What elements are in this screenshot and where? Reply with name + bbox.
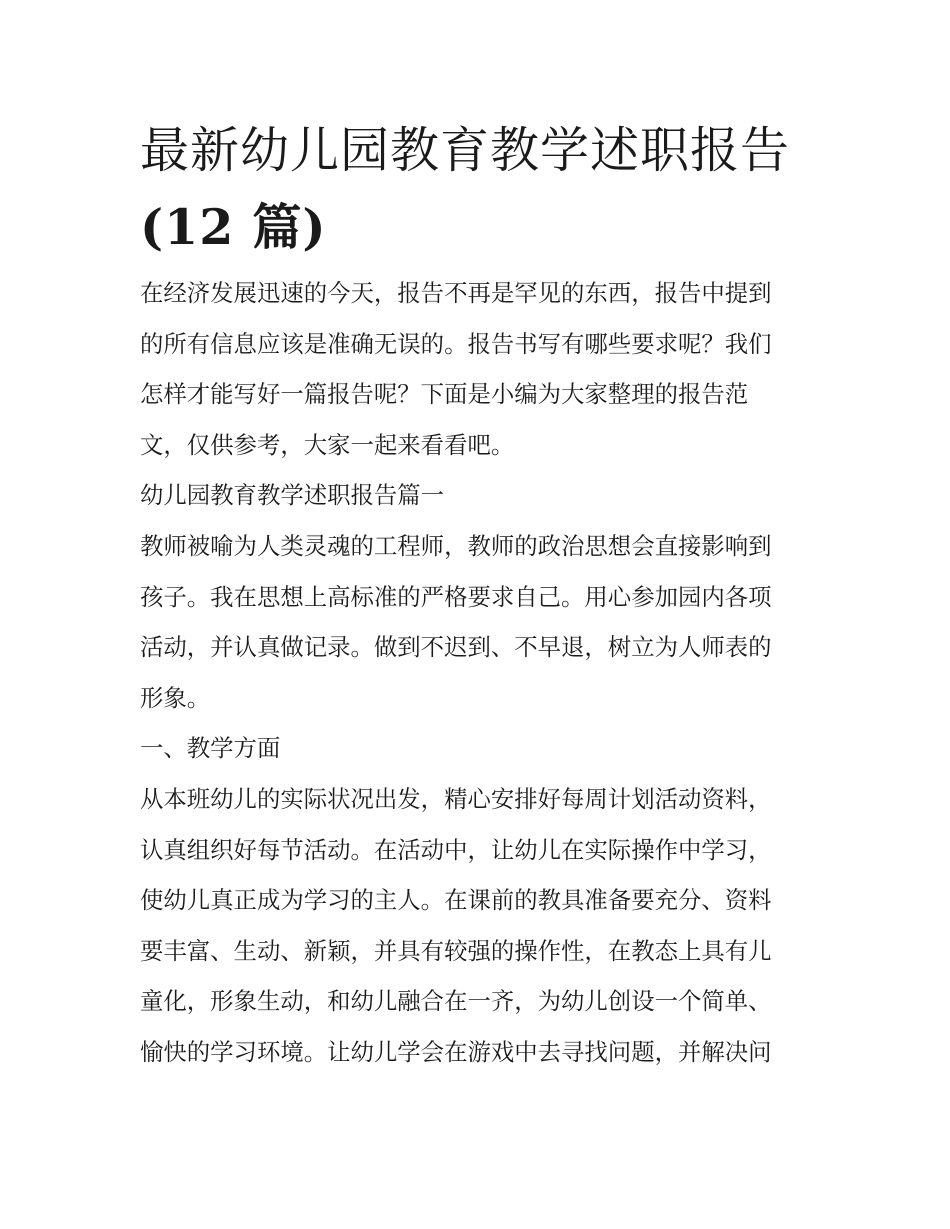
title-line-2: (12 篇) (140, 198, 327, 256)
document-title (140, 112, 820, 266)
text-line: 使幼儿真正成为学习的主人。在课前的教具准备要充分、资料 (140, 886, 772, 915)
text-line: 形象。 (140, 683, 211, 712)
subheading-teaching: 一、教学方面 (140, 734, 281, 763)
text-line: 认真组织好每节活动。在活动中，让幼儿在实际操作中学习， (140, 835, 772, 864)
document-page (140, 112, 820, 1078)
text-line: 童化，形象生动，和幼儿融合在一齐，为幼儿创设一个简单、 (140, 987, 772, 1016)
text-line: 愉快的学习环境。让幼儿学会在游戏中去寻找问题，并解决问 (140, 1037, 772, 1066)
paragraph-2 (140, 774, 820, 1078)
text-line: 在经济发展迅速的今天，报告不再是罕见的东西，报告中提到 (140, 279, 772, 307)
text-line: 教师被喻为人类灵魂的工程师，教师的政治思想会直接影响到 (140, 531, 772, 560)
text-line: 孩子。我在思想上高标准的严格要求自己。用心参加园内各项 (140, 582, 772, 611)
section-heading: 幼儿园教育教学述职报告篇一 (140, 481, 445, 510)
intro-paragraph (140, 268, 820, 470)
title-line-1: 最新幼儿园教育教学述职报告 (140, 122, 791, 179)
text-line: 从本班幼儿的实际状况出发，精心安排好每周计划活动资料， (140, 784, 772, 813)
text-line: 的所有信息应该是准确无误的。报告书写有哪些要求呢？我们 (140, 329, 772, 358)
text-line: 要丰富、生动、新颖，并具有较强的操作性，在教态上具有儿 (140, 936, 772, 965)
text-line: 文，仅供参考，大家一起来看看吧。 (140, 430, 515, 459)
text-line: 活动，并认真做记录。做到不迟到、不早退，树立为人师表的 (140, 633, 772, 662)
text-line: 怎样才能写好一篇报告呢？下面是小编为大家整理的报告范 (140, 380, 749, 409)
paragraph-1 (140, 521, 820, 723)
